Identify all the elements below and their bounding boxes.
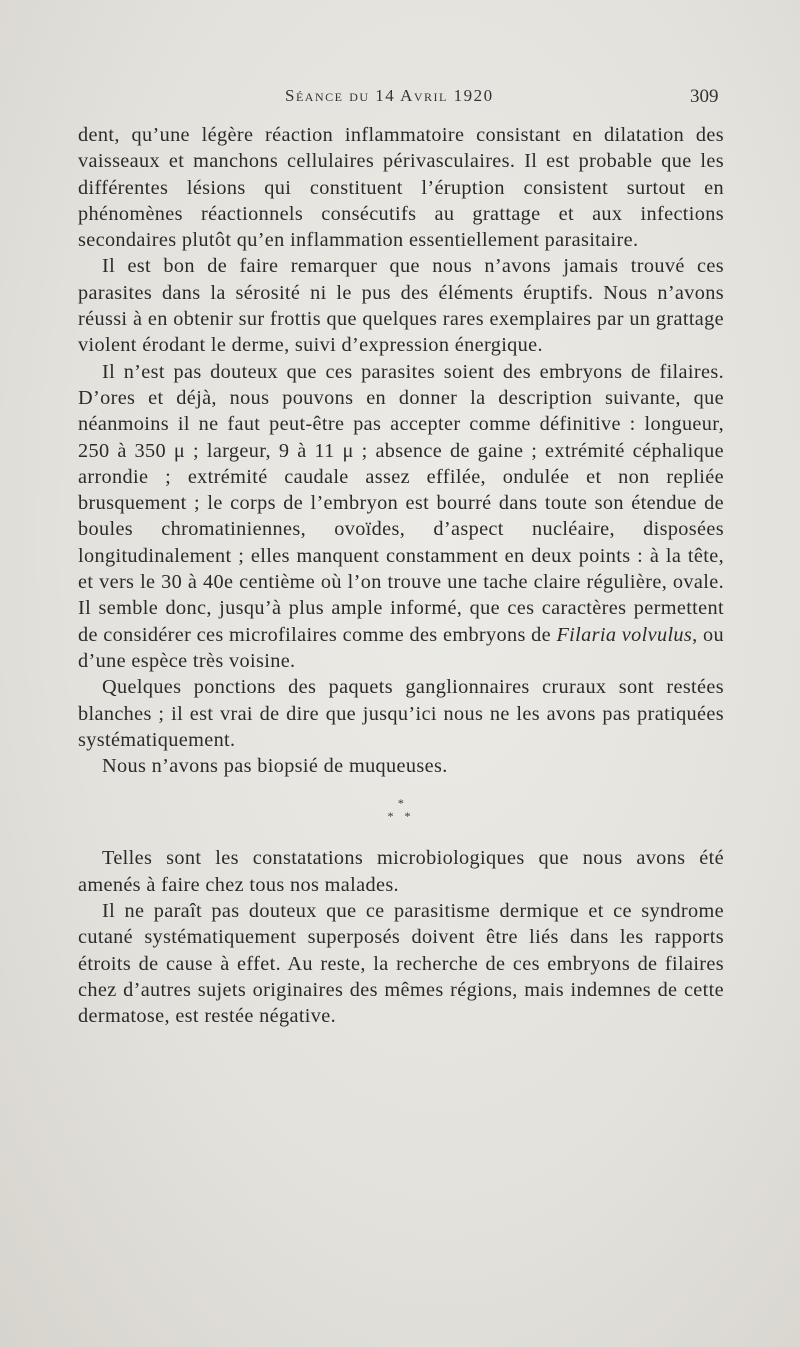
species-name: Filaria volvulus [556, 623, 693, 646]
asterism-bottom: * * [387, 809, 415, 824]
body-text [78, 122, 724, 1030]
paragraph-conclusion-causality: Il ne paraît pas douteux que ce parasitisme dermique et ce syndrome cutané systématiquement superposés doivent être liés dans les rapports étroits de cause à effet. Au reste, la recherche de ces embryons de filaires chez d’autres sujets originaires des mêmes régions, mais indemnes de cette dermatose, est restée négative. [78, 900, 724, 1028]
paragraph-ganglion-punctures: Quelques ponctions des paquets ganglionnaires cruraux sont restées blanches ; il est vrai de dire que jusqu’ici nous ne les avons pas pratiquées systématiquement. [78, 676, 724, 751]
paragraph-filaria-description [78, 359, 724, 675]
paragraph-text-end: , ou d’une espèce très voisine. [78, 623, 724, 672]
asterism-separator [78, 797, 724, 823]
page-number: 309 [690, 86, 719, 107]
running-head: Séance du 14 Avril 1920 [285, 86, 494, 105]
paragraph-conclusion-findings: Telles sont les constatations microbiologiques que nous avons été amenés à faire chez tous nos malades. [78, 847, 724, 896]
page-header [0, 86, 800, 112]
paragraph-mucosa: Nous n’avons pas biopsié de muqueuses. [102, 755, 448, 778]
paragraph-text-start: Il n’est pas douteux que ces parasites soient des embryons de filaires. D’ores et déjà, nous pouvons en donner la description suivante, que néanmoins il ne faut peut-être pas accepter comme définitive : longueur, 250 à 350 μ ; largeur, 9 à 11 μ ; absence de gaine ; extrémité céphalique arrondie ; extrémité caudale assez effilée, ondulée et non repliée brusquement ; le corps de l’embryon est bourré dans toute son étendue de boules chromatiniennes, ovoïdes, d’aspect nucléaire, disposées longitudinalement ; elles manquent constamment en deux points : à la tête, et vers le 30 à 40e centième où l’on trouve une tache claire régulière, ovale. Il semble donc, jusqu’à plus ample informé, que ces caractères permettent de considérer ces microfilaires comme des embryons de [78, 360, 724, 646]
paragraph-parasites-absence: Il est bon de faire remarquer que nous n’avons jamais trouvé ces parasites dans la sérosité ni le pus des éléments éruptifs. Nous n’avons réussi à en obtenir sur frottis que quelques rares exemplaires par un grattage violent érodant le derme, suivi d’expression énergique. [78, 255, 724, 357]
paragraph-continuation: dent, qu’une légère réaction inflammatoire consistant en dilatation des vaisseaux et manchons cellulaires périvasculaires. Il est probable que les différentes lésions qui constituent l’éruption consistent surtout en phénomènes réactionnels consécutifs au grattage et aux infections secondaires plutôt qu’en inflammation essentiellement parasitaire. [78, 124, 724, 252]
asterism-top: * [397, 796, 405, 811]
